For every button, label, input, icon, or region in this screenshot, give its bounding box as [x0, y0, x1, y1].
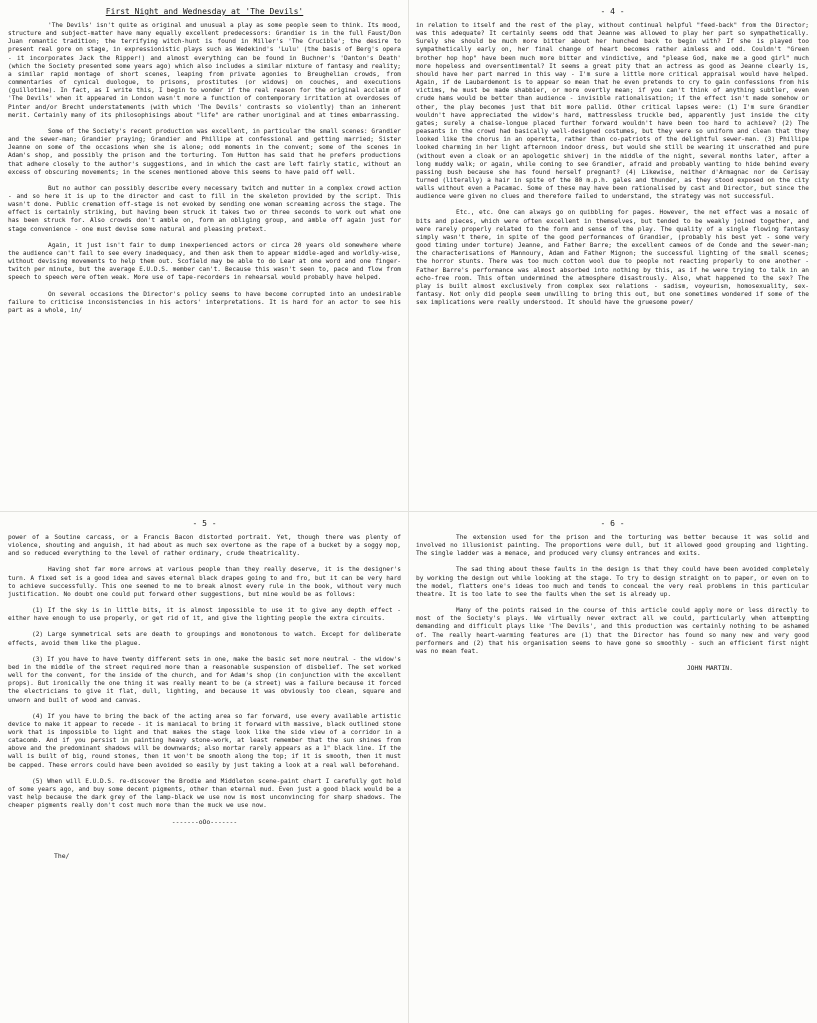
paragraph: Again, it just isn't fair to dump inexperienced actors or circa 20 years old somewhere where the audience can't fail to see every inadequacy, and then ask them to appear middle-aged and worldly-wise, without devising movements to help them out. Scofield may be able to do Lear at one word and one finger-twitch per minute, but the average E.U.D.S. member can't. Because this wasn't seen to, pace and flow from speech to speech were often weak. More use of tape-recorders in rehearsal would probably have helped.	[8, 241, 401, 282]
page-number: - 5 -	[192, 519, 217, 528]
author-signature: JOHN MARTIN.	[686, 664, 733, 673]
paragraph: The sad thing about these faults in the design is that they could have been avoided completely by working the design out while looking at the stage. To try to design straight on to paper, or even on to the model, flatters one's ideas too much and tends to conceal the very real problems in this particular theatre. It is too late to see the faults when the set is already up.	[416, 566, 809, 598]
paragraph: power of a Soutine carcass, or a Francis Bacon distorted portrait. Yet, though there was plenty of violence, shouting and anguish, it had about as much sex overtone as the rape of a bucket by a soggy mop, and so reduced everything to the level of rather ordinary, crude theatricality.	[8, 534, 401, 558]
list-item: (2) Large symmetrical sets are death to groupings and monotonous to watch. Except for deliberate effects, avoid them like the plague.	[8, 631, 401, 647]
paragraph: 'The Devils' isn't quite as original and unusual a play as some people seem to think. Its mood, structure and subject-matter have many equally excellent predecessors: Grandier is in the full Faust/Don Juan romantic tradition; the terrifying witch-hunt is found in Miller's 'The Crucible'; the desire to present real gore on stage, in expressionistic plays such as Wedekind's 'Lulu' (the basis of Berg's opera - it incorporates Jack the Ripper!) and almost everything can be found in Buchner's 'Danton's Death' (which the Society presented some years ago) which also includes a similar mixture of fantasy and reality; a similar rapid montage of short scenes, leaping from private agonies to Breughelian crowds, from commentaries of cynical duologue, to prisons, prostitutes (or widows) on couches, and executions (guillotine). In fact, as I write this, I begin to wonder if the real reason for the original acclaim of 'The Devils' when it appeared in London wasn't more a function of contemporary irritation at overdoses of Pinter and/or Brecht understatements (with which 'The Devils' contrasts so violently) than an inherent merit. Certainly many of its philosophisings about "life" are rather unoriginal and at times embarrassing.	[8, 22, 401, 119]
center-fold-horizontal	[0, 511, 817, 512]
paragraph: in relation to itself and the rest of the play, without continual helpful "feed-back" from the Director; was this adequate? It certainly seems odd that Jeanne was allowed to play her part so sympathetically. Surely she should be much more bitter about her hunched back to begin with? If she is played too sympathetically early on, her final change of heart becomes rather aimless and odd. Couldn't "Green brother hop hop" have been much more bitter and vindictive, and "please God, make me a good girl" much more hopeless and oversentimental? It seems a great pity that an actress as good as Jeanne clearly is, should have her part marred in this way - I'm sure a little more critical appraisal would have helped. Again, if de Laubardemont is to appear so mean that he even pretends to cry to gain confessions from his victims, he must be made shabbier, or more overtly mean; if you can't think of anything subtler, even crude hams would be better than audience - invisible rationalisation; if the effect isn't made somehow or other, the play becomes just that bit more pallid. Other critical lapses were: (1) I'm sure Grandier wouldn't have appreciated the widow's hard, mattressless truckle bed, apparently just inside the city gates; surely a chaise-longue placed further forward wouldn't have been too hard to achieve? (2) The peasants in the crowd had basically well-designed costumes, but they were so uniform and clean that they looked like the chorus in an operetta, rather than co-patriots of the delightful sewer-man. (3) Phillipe looked charming in her light afternoon indoor dress, but would she still be wearing it unscrathed and pure (without even a cloak or an apologetic shiver) in the middle of the night, several months later, after a long muddy walk; or again, while coming to see Grandier, afraid and probably wanting to hide behind every passing bush because she has found herself pregnant? (4) Likewise, neither d'Armagnac nor de Cerisay turned (literally) a hair in spite of the 80 m.p.h. gales and thunder, as they stood exposed on the city walls without even a Pacamac. Some of these may have been rationalised by cast and Director, but since the audience were given no clues and therefore failed to understand, the strategy was not successful.	[416, 22, 809, 201]
list-item: (1) If the sky is in little bits, it is almost impossible to use it to give any depth effect - either have enough to use properly, or get rid of it, and give the lighting people the extra circuits.	[8, 607, 401, 623]
paragraph: Some of the Society's recent production was excellent, in particular the small scenes: Grandier and the sewer-man; Grandier praying; Grandier and Phillipe at confessional and getting married; Sister Jeanne on some of the occasions when she is alone; odd moments in the convent; some of the scenes in Adam's shop, and possibly the prison and the torturing. Tom Hutton has said that he prefers productions that adhere closely to the author's suggestions, and in which the cast are left fairly static, without an excess of obscuring movements; in the scenes mentioned above this seems to have paid off well.	[8, 127, 401, 176]
list-item: (5) When will E.U.D.S. re-discover the Brodie and Middleton scene-paint chart I carefully got hold of some years ago, and buy some decent pigments, other than eternal mud. Even just a good black would be a vast help because the dark grey of the lamp-black we use now is most unconvincing for sharp shadows. The cheaper pigments really don't cost much more than the muck we use now.	[8, 777, 401, 810]
paragraph: Having shot far more arrows at various people than they really deserve, it is the designer's turn. A fixed set is a good idea and saves eternal black drapes going to and fro, but it can be very hard to achieve successfully. This one seemed to me to break almost every rule in the book, without very much justification. No doubt one could put forward other suggestions, but mine would be as follows:	[8, 566, 401, 598]
section-separator: -------oOo-------	[171, 818, 238, 827]
page-number: - 6 -	[600, 519, 625, 528]
paragraph: Many of the points raised in the course of this article could apply more or less directly to most of the Society's plays. We virtually never extract all we could, particularly when attempting demanding and difficult plays like 'The Devils', and this production was certainly nothing to be ashamed of. The really heart-warming features are (1) that the Director has found so many new and very good performers and (2) that his organisation seems to have gone so smoothly - such an efficient first night was no mean feat.	[416, 607, 809, 655]
page-3	[4, 2, 405, 509]
page-number: - 4 -	[600, 7, 625, 16]
paragraph: But no author can possibly describe every necessary twitch and mutter in a complex crowd action - and so here it is up to the director and cast to fill in the skeleton provided by the script. This wasn't done. Public cremation off-stage is not evoked by sending one woman screaming across the stage. The effect is certainly striking, but having been struck it takes two or three seconds to work out what one has been struck for. Also crowds don't amble on, form an obliging group, and amble off again just for stage convenience - one must devise some natural and pleasing pretext.	[8, 184, 401, 233]
paragraph: Etc., etc. One can always go on quibbling for pages. However, the net effect was a mosaic of bits and pieces, which were often excellent in themselves, but tended to be weakly joined together, and were rarely properly related to the form and sense of the play. The quality of a single flowing fantasy simply wasn't there, in spite of the good performances of Grandier, (probably his best yet - some very good timing under torture) Jeanne, and Father Barre; the excellent cameos of de Conde and the sewer-man; the characterisations of Mannoury, Adam and Father Mignon; the successful lighting of the small scenes; the horror stunts. There was too much cotton wool due to people not reacting properly to one another - Father Barre's performance was almost absorbed into nothing by this, as if he were trying to talk in an echo-free room. This often undermined the atmosphere disastrously. Also, what happened to the sex? The play is built almost exclusively from complex sex relations - sadism, voyeurism, homosexuality, sex-fantasy. Not only did people seem unwilling to bring this out, but one sometimes wondered if some of the sex implications were really understood. It should have the gruesome power/	[416, 209, 809, 307]
list-item: (4) If you have to bring the back of the acting area so far forward, use every available artistic device to make it appear to recede - it is maniacal to bring it forward with massive, black outlined stone work that is impossible to light and that makes the stage look like the side view of a corridor in a catacomb. And if you persist in painting heavy stone-work, at least remember that the sun shines from above and the predominant shadows will be downwards; also mortar rarely appears as a 1" black line. If the wall is built of big, round stones, then it won't be smooth along the top; if it is smooth, then it must be capped. These errors could have been avoided so easily by just taking a look at a real wall beforehand.	[8, 712, 401, 769]
paragraph: The extension used for the prison and the torturing was better because it was solid and involved no illusionist painting. The proportions were dull, but it allowed good grouping and lighting. The single ladder was a menace, and produced very clumsy entrances and exits.	[416, 534, 809, 558]
article-title: First Night and Wednesday at 'The Devils'	[105, 7, 304, 16]
continuation-mark: The/	[54, 852, 70, 861]
list-item: (3) If you have to have twenty different sets in one, make the basic set more neutral - the widow's bed in the middle of the street required more than a reasonable suspension of disbelief. The set worked well for the convent, for the inside of the church, and for Adam's shop (in conjunction with the excellent props). But ironically the one thing it was really meant to be (a street) was a failure because it forced the electricians to give it flat, dull, lighting, and because it was obviously too clean, square and unworn and built of wood and canvas.	[8, 655, 401, 704]
page-4	[412, 2, 813, 509]
page-6	[412, 514, 813, 1021]
paragraph: On several occasions the Director's policy seems to have become corrupted into an undesirable failure to criticise inconsistencies in his actors' interpretations. It is hard for an actor to see his part as a whole, in/	[8, 290, 401, 314]
page-5	[4, 514, 405, 1021]
